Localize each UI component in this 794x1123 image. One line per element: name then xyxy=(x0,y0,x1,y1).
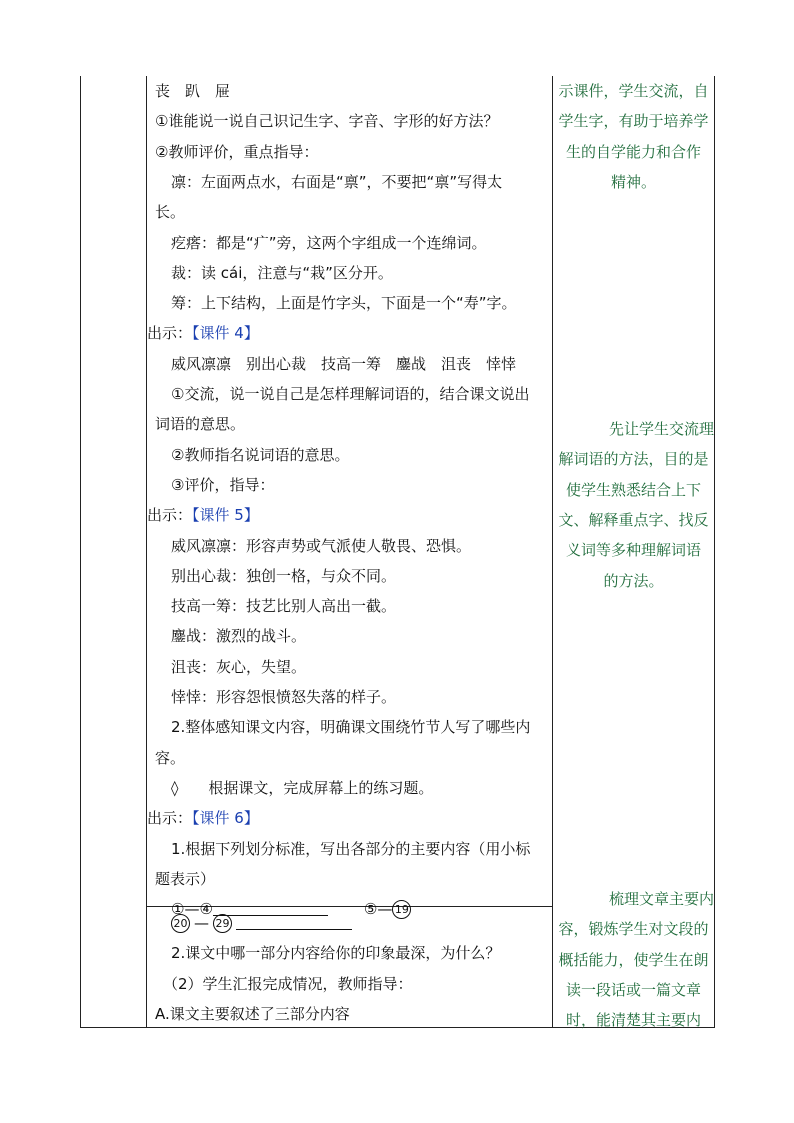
text-line: 筹：上下结构，上面是竹字头，下面是一个“寿”字。 xyxy=(171,294,517,313)
design-intent-line: 义词等多种理解词语 xyxy=(565,541,701,560)
design-intent-line: 示课件，学生交流，自 xyxy=(558,82,709,100)
design-intent-line: 读一段话或一篇文章 xyxy=(565,980,701,999)
text-line: ②教师评价，重点指导： xyxy=(155,142,319,161)
answer-blank[interactable] xyxy=(236,911,352,930)
text-line: 词语的意思。 xyxy=(155,415,246,434)
courseware-label: 【课件 6】 xyxy=(192,809,259,828)
design-intent-line: 容，锻炼学生对文段的 xyxy=(558,920,709,939)
definition-line: 悻悻：形容怨恨愤怒失落的样子。 xyxy=(171,688,397,706)
design-intent-line: 梳理文章主要内 xyxy=(608,890,714,908)
text-line: 1.根据下列划分标准，写出各部分的主要内容（用小标 xyxy=(171,839,531,858)
design-intent-line: 解词语的方法，目的是 xyxy=(558,450,709,469)
show-prefix: 出示： xyxy=(147,809,193,828)
definition-line: 别出心裁：独创一格，与众不同。 xyxy=(171,566,397,585)
definition-line: 沮丧：灰心，失望。 xyxy=(171,657,307,676)
vocab-words-line: 威风凛凛 别出心裁 技高一筹 鏖战 沮丧 悻悻 xyxy=(171,354,517,373)
courseware-label: 【课件 4】 xyxy=(192,324,259,343)
text-line: 容。 xyxy=(155,748,186,767)
range-dash: — xyxy=(194,914,209,932)
design-intent-line: 时，能清楚其主要内 xyxy=(565,1011,701,1030)
table-border-right xyxy=(714,76,715,1028)
circled-number: 29 xyxy=(213,914,232,933)
text-line: 2.课文中哪一部分内容给你的印象最深，为什么？ xyxy=(171,944,501,963)
text-line: 凛：左面两点水，右面是“禀”，不要把“禀”写得太 xyxy=(171,172,503,191)
text-line: （2）学生汇报完成情况，教师指导： xyxy=(163,974,413,993)
range-label: ⑤— xyxy=(363,900,393,919)
design-intent-line: 先让学生交流理 xyxy=(608,420,714,438)
definition-line: 技高一筹：技艺比别人高出一截。 xyxy=(171,597,397,616)
definition-line: 鏖战：激烈的战斗。 xyxy=(171,627,307,646)
text-line: 题表示） xyxy=(155,869,216,888)
show-courseware-5 xyxy=(147,500,259,530)
design-intent-line: 生的自学能力和合作 xyxy=(565,142,701,161)
design-intent-line: 精神。 xyxy=(610,172,656,191)
text-line: 2.整体感知课文内容，明确课文围绕竹节人写了哪些内 xyxy=(171,718,531,737)
text-line: ①交流，说一说自己是怎样理解词语的，结合课文说出 xyxy=(171,385,530,403)
definition-line: 威风凛凛：形容声势或气派使人敬畏、恐惧。 xyxy=(171,536,472,555)
fill-blank-row-2 xyxy=(147,908,352,938)
design-intent-line: 概括能力，使学生在朗 xyxy=(558,950,709,969)
circled-number: 20 xyxy=(171,914,190,933)
text-line: 裁：读 cái，注意与“栽”区分开。 xyxy=(171,263,393,282)
design-intent-line: 使学生熟悉结合上下 xyxy=(565,480,701,499)
range-label: ①—④ xyxy=(171,900,213,919)
text-line: ②教师指名说词语的意思。 xyxy=(171,445,350,464)
courseware-label: 【课件 5】 xyxy=(192,506,259,525)
text-line: ③评价，指导： xyxy=(171,475,275,494)
show-prefix: 出示： xyxy=(147,506,193,525)
show-courseware-4 xyxy=(147,318,259,348)
show-prefix: 出示： xyxy=(147,324,193,343)
text-line: 长。 xyxy=(155,203,186,222)
design-intent-line: 的方法。 xyxy=(603,571,664,590)
design-intent-line: 文、解释重点字、找反 xyxy=(558,510,709,529)
circled-number: 19 xyxy=(392,900,411,919)
text-line: ①谁能说一说自己识记生字、字音、字形的好方法？ xyxy=(155,112,499,131)
text-line: A.课文主要叙述了三部分内容 xyxy=(155,1004,350,1023)
design-intent-line: 学生字，有助于培养学 xyxy=(558,112,709,131)
table-border-left xyxy=(80,76,81,1028)
text-line: 丧 趴 屉 xyxy=(155,82,231,100)
text-line: 疙瘩：都是“疒”旁，这两个字组成一个连绵词。 xyxy=(171,233,487,252)
show-courseware-6 xyxy=(147,803,259,833)
text-line: ◊ 根据课文，完成屏幕上的练习题。 xyxy=(171,778,434,797)
